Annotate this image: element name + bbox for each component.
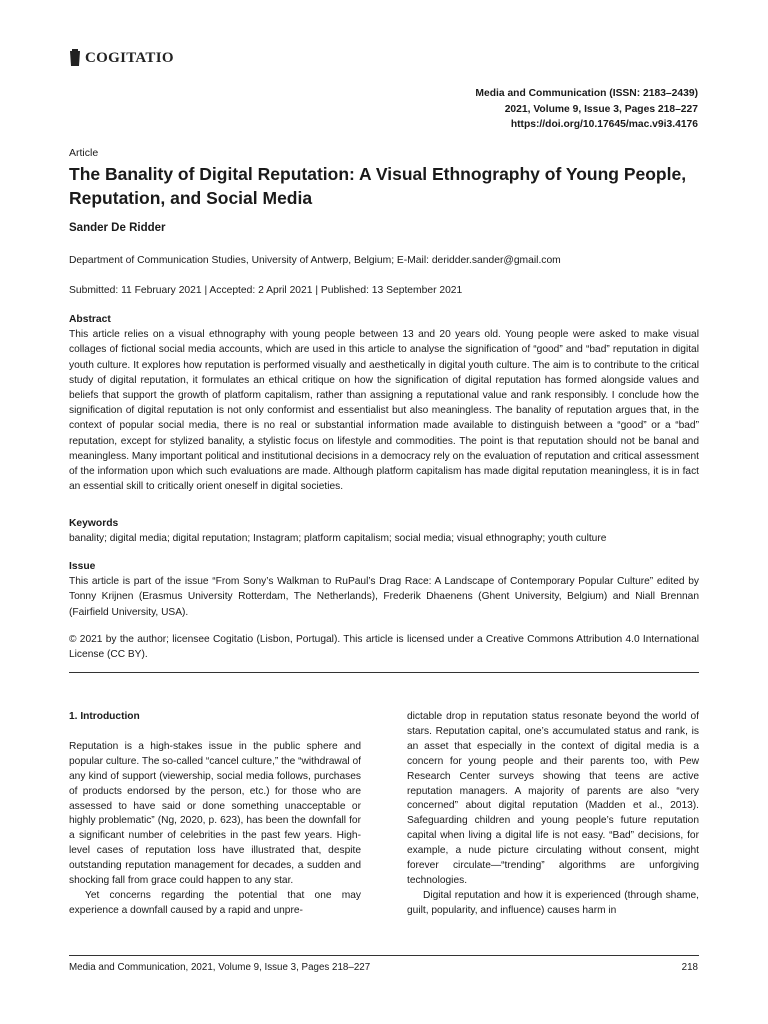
section-divider bbox=[69, 672, 699, 673]
footer-citation: Media and Communication, 2021, Volume 9, Issue 3, Pages 218–227 bbox=[69, 962, 371, 973]
keywords-section bbox=[69, 516, 699, 546]
license-notice: © 2021 by the author; licensee Cogitatio (Lisbon, Portugal). This article is licensed under a Creative Commons Attribution 4.0 International License (CC BY). bbox=[69, 634, 699, 661]
article-type: Article bbox=[69, 147, 99, 159]
body-column-right bbox=[407, 710, 699, 919]
article-title: The Banality of Digital Reputation: A Visual Ethnography of Young People, Reputation, and Social Media bbox=[69, 164, 687, 208]
abstract-heading: Abstract bbox=[69, 314, 111, 325]
section-heading-introduction: 1. Introduction bbox=[69, 711, 140, 722]
issue-heading: Issue bbox=[69, 561, 96, 572]
publication-dates: Submitted: 11 February 2021 | Accepted: 2 April 2021 | Published: 13 September 2021 bbox=[69, 285, 463, 296]
keywords-heading: Keywords bbox=[69, 518, 119, 529]
cup-logo-icon bbox=[69, 49, 81, 67]
footer-divider bbox=[69, 955, 699, 956]
journal-issn: Media and Communication (ISSN: 2183–2439) bbox=[475, 88, 698, 99]
abstract-text: This article relies on a visual ethnography with young people between 13 and 20 years old. Young people were asked to make visual collages of fictional social media accounts, which are used in this article to analyse the signification of “good” and “bad” reputation in digital youth culture. It explores how reputation is performed visually and aesthetically in digital youth culture. The aim is to contribute to the critical study of digital reputation, it formulates an ethical critique on how the signification of digital reputation has formed alongside values and beliefs that support the growth of platform capitalism, rather than assigning a reputational value and rank responsibly. I conclude how the signification of digital reputation is not only conformist and essentialist but also meaningless. The banality of reputation argues that, in the context of popular social media, there is no real or substantial information made available to distinguish between a “good” or a “bad” reputation, except for stylized banality, a stylistic focus on lifestyle and commodities. The point is that reputation should not be banal and meaningless. Many important political and institutional decisions in a democracy rely on the evaluation of reputation and critical assessment of the information upon which such evaluations are made. Although platform capitalism has made digital reputation meaningless, it is in fact an essential skill to critically orient oneself in digital societies. bbox=[69, 329, 699, 493]
journal-info bbox=[475, 86, 698, 133]
issue-text: This article is part of the issue “From Sony’s Walkman to RuPaul’s Drag Race: A Landscape of Contemporary Popular Culture” edited by Tonny Krijnen (Erasmus University Rotterdam, The Netherlands), Frederik Dhaenens (Ghent University, Belgium) and Niall Brennan (Fairfield University, USA). bbox=[69, 576, 699, 618]
author-name: Sander De Ridder bbox=[69, 222, 166, 234]
body-column-left bbox=[69, 710, 361, 919]
body-paragraph: Digital reputation and how it is experienced (through shame, guilt, popularity, and influence) causes harm in bbox=[407, 889, 699, 916]
body-paragraph: Reputation is a high-stakes issue in the public sphere and popular culture. The so-called “cancel culture,” the “withdrawal of any kind of support (viewership, social media follows, purchases of products endorsed by the person, etc.) for those who are assessed to have said or done something unacceptable or highly problematic” (Ng, 2020, p. 623), has been the downfall for a significant number of celebrities in the past few years. High-level cases of reputation loss have illustrated that, despite outstanding reputation management for decades, a sudden and shocking fall from grace could happen to any star. bbox=[69, 740, 361, 887]
logo-text: COGITATIO bbox=[85, 49, 174, 66]
body-paragraph: Yet concerns regarding the potential that one may experience a downfall caused by a rapid and unpre- bbox=[69, 889, 361, 916]
keywords-text: banality; digital media; digital reputation; Instagram; platform capitalism; social media; visual ethnography; youth culture bbox=[69, 533, 607, 545]
issue-section bbox=[69, 559, 699, 620]
page-number: 218 bbox=[681, 962, 698, 973]
author-affiliation: Department of Communication Studies, University of Antwerp, Belgium; E-Mail: deridder.sander@gmail.com bbox=[69, 255, 561, 266]
body-paragraph: dictable drop in reputation status resonate beyond the world of stars. Reputation capital, one’s accumulated status and rank, is an asset that especially in the context of digital media is a concern for young people and their parents too, with Pew Research Center surveys showing that teens are active reputation managers. A majority of parents are also “very concerned” about digital reputation (Madden et al., 2013). Safeguarding children and young people’s future reputation capital when living a digital life is not easy. “Bad” decisions, for example, a nude picture circulating without consent, might forever circulate—“trending” algorithms are unforgiving technologies. bbox=[407, 711, 699, 886]
publisher-logo bbox=[69, 49, 174, 67]
journal-volume: 2021, Volume 9, Issue 3, Pages 218–227 bbox=[504, 103, 698, 115]
journal-doi-link[interactable]: https://doi.org/10.17645/mac.v9i3.4176 bbox=[510, 119, 698, 130]
abstract-section bbox=[69, 312, 699, 494]
